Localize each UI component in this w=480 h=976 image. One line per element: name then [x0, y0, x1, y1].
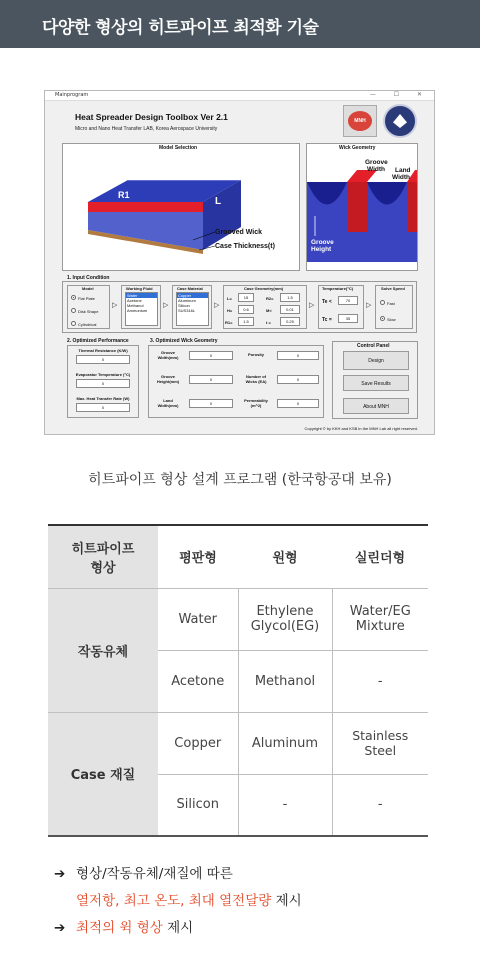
land-width-output: 0	[189, 399, 233, 408]
note-line-2: 열저항, 최고 온도, 최대 열전달량 제시	[76, 893, 302, 909]
thickness-input[interactable]: 0.25	[280, 317, 300, 326]
app-title: Heat Spreader Design Toolbox Ver 2.1	[75, 112, 228, 122]
list-item[interactable]: Methanol	[127, 303, 144, 308]
table-cell: Water/EG Mixture	[332, 588, 428, 650]
header-bar	[0, 0, 480, 48]
arrow-right-icon: ➔	[54, 920, 66, 936]
optimized-performance-label: 2. Optimized Performance	[67, 338, 129, 344]
tc-input[interactable]: 35	[338, 314, 358, 323]
svg-text:Height: Height	[311, 246, 332, 253]
wick-geometry-label: Wick Geometry	[339, 145, 376, 151]
r2-input[interactable]: 1.5	[280, 293, 300, 302]
wick-geometry-panel	[306, 143, 418, 271]
table-header-cell: 원형	[238, 525, 332, 588]
table-cell: Aluminum	[238, 712, 332, 774]
callout-land-width: Land	[395, 167, 411, 174]
design-button[interactable]: Design	[343, 351, 409, 370]
optimized-performance-panel: Thermal Resistance (K/W) 0 Evaporator Temperature (°C) 0 Max. Heat Transfer Rate (W) 0	[67, 345, 139, 418]
mnh-logo: MNH	[343, 105, 377, 137]
window-controls: — ☐ ✕	[369, 91, 430, 98]
control-panel: Control Panel Design Save Results About MNH	[332, 341, 418, 419]
copyright: Copyright © by KKH and KSB in the MNH Lab all right reserved.	[304, 426, 418, 431]
number-of-wicks-output: 0	[277, 375, 319, 384]
window-title: Mainprogram	[55, 92, 89, 98]
list-item[interactable]: Water	[126, 293, 157, 298]
note-line-3: ➔ 최적의 윅 형상 제시	[54, 920, 194, 936]
input-condition-label: 1. Input Condition	[67, 275, 110, 281]
input-condition-panel	[62, 281, 417, 333]
university-emblem-icon	[383, 104, 417, 138]
working-fluid-list[interactable]	[125, 292, 158, 326]
table-cell: Copper	[158, 712, 238, 774]
working-fluid-group: Working Fluid Water Acetone Methanol Ammonium	[121, 285, 161, 329]
model-selection-panel	[62, 143, 300, 271]
r1-input[interactable]: 1.5	[238, 317, 254, 326]
radio-cylindrical[interactable]	[71, 321, 76, 326]
model-group: Model Flat Plate Disk Shape Cylindrical	[67, 285, 110, 329]
group-label-case-material: Case 재질	[48, 712, 158, 836]
table-cell: -	[332, 774, 428, 836]
radio-slow[interactable]	[380, 316, 385, 321]
list-item[interactable]: Copper	[177, 293, 208, 298]
temperature-group: Temperature(°C) Te < 70 Tc = 35	[318, 285, 364, 329]
table-cell: -	[238, 774, 332, 836]
table-cell: Methanol	[238, 650, 332, 712]
model-selection-label: Model Selection	[159, 145, 198, 151]
radio-disk-shape[interactable]	[71, 308, 76, 313]
callout-groove-height: Groove	[311, 239, 334, 246]
flat-plate-diagram	[63, 152, 299, 270]
table-header-cell: 히트파이프 형상	[48, 525, 158, 588]
page-title: 다양한 형상의 히트파이프 최적화 기술	[42, 18, 319, 38]
dim-r1: R1	[118, 190, 130, 200]
wick-groove-diagram	[307, 152, 417, 270]
figure-caption: 히트파이프 형상 설계 프로그램 (한국항공대 보유)	[88, 472, 392, 488]
table-cell: Acetone	[158, 650, 238, 712]
svg-text:Width: Width	[367, 166, 385, 173]
dim-l: L	[215, 196, 222, 207]
m-input[interactable]: 0.01	[280, 305, 300, 314]
arrow-right-icon: ▷	[309, 301, 315, 309]
solve-speed-group: Solve Speed Fast Slow	[375, 285, 413, 329]
callout-case-thickness: Case Thickness(t)	[215, 243, 275, 250]
te-input[interactable]: 70	[338, 296, 358, 305]
optimized-wick-panel: Groove Width(mm) 0 Porosity 0 Groove Height(mm) 0 Number of Wicks (EA) 0 Land Width(mm) 0 Permeability (m^2) 0	[148, 345, 324, 418]
radio-flat-plate[interactable]	[71, 295, 76, 300]
height-input[interactable]: 0.6	[238, 305, 254, 314]
spec-table	[48, 524, 428, 837]
table-header-cell: 실린더형	[332, 525, 428, 588]
permeability-output: 0	[277, 399, 319, 408]
about-mnh-button[interactable]: About MNH	[343, 398, 409, 414]
radio-fast[interactable]	[380, 300, 385, 305]
table-row	[48, 712, 428, 774]
list-item[interactable]: Aluminum	[178, 298, 196, 303]
list-item[interactable]: Silicon	[178, 303, 190, 308]
arrow-right-icon: ▷	[112, 301, 118, 309]
evaporator-temperature-output: 0	[76, 379, 130, 388]
length-input[interactable]: 15	[238, 293, 254, 302]
list-item[interactable]: Ammonium	[127, 308, 148, 313]
porosity-output: 0	[277, 351, 319, 360]
max-heat-transfer-output: 0	[76, 403, 130, 412]
table-header-row	[48, 525, 428, 588]
case-geometry-group: Case Geometry(mm) L= 15 R2= 1.5 H= 0.6 M< 0.01 R1= 1.5 t = 0.25	[223, 285, 307, 329]
case-material-group: Case Material Copper Aluminum Silicon SUS316L	[172, 285, 212, 329]
groove-width-output: 0	[189, 351, 233, 360]
arrow-right-icon: ▷	[366, 301, 372, 309]
arrow-right-icon: ▷	[163, 301, 169, 309]
dim-r2: R2	[171, 168, 183, 178]
table-cell: -	[332, 650, 428, 712]
groove-height-output: 0	[189, 375, 233, 384]
software-screenshot	[44, 90, 435, 435]
app-subtitle: Micro and Nano Heat Transfer LAB, Korea Aerospace University	[75, 126, 218, 132]
note-line-1: ➔ 형상/작동유체/재질에 따른	[54, 866, 233, 882]
case-material-list[interactable]	[176, 292, 209, 326]
table-cell: Stainless Steel	[332, 712, 428, 774]
arrow-right-icon: ➔	[54, 866, 66, 882]
save-results-button[interactable]: Save Results	[343, 375, 409, 391]
thermal-resistance-output: 0	[76, 355, 130, 364]
list-item[interactable]: SUS316L	[178, 308, 196, 313]
table-cell: Silicon	[158, 774, 238, 836]
group-label-working-fluid: 작동유체	[48, 588, 158, 712]
window-titlebar	[45, 91, 434, 101]
optimized-wick-label: 3. Optimized Wick Geometry	[150, 338, 218, 344]
svg-text:Width: Width	[392, 174, 410, 181]
table-header-cell: 평판형	[158, 525, 238, 588]
callout-groove-width: Groove	[365, 159, 388, 166]
table-cell: Water	[158, 588, 238, 650]
callout-grooved-wick: Grooved Wick	[215, 229, 263, 236]
arrow-right-icon: ▷	[214, 301, 220, 309]
list-item[interactable]: Acetone	[127, 298, 142, 303]
table-cell: Ethylene Glycol(EG)	[238, 588, 332, 650]
table-row	[48, 588, 428, 650]
